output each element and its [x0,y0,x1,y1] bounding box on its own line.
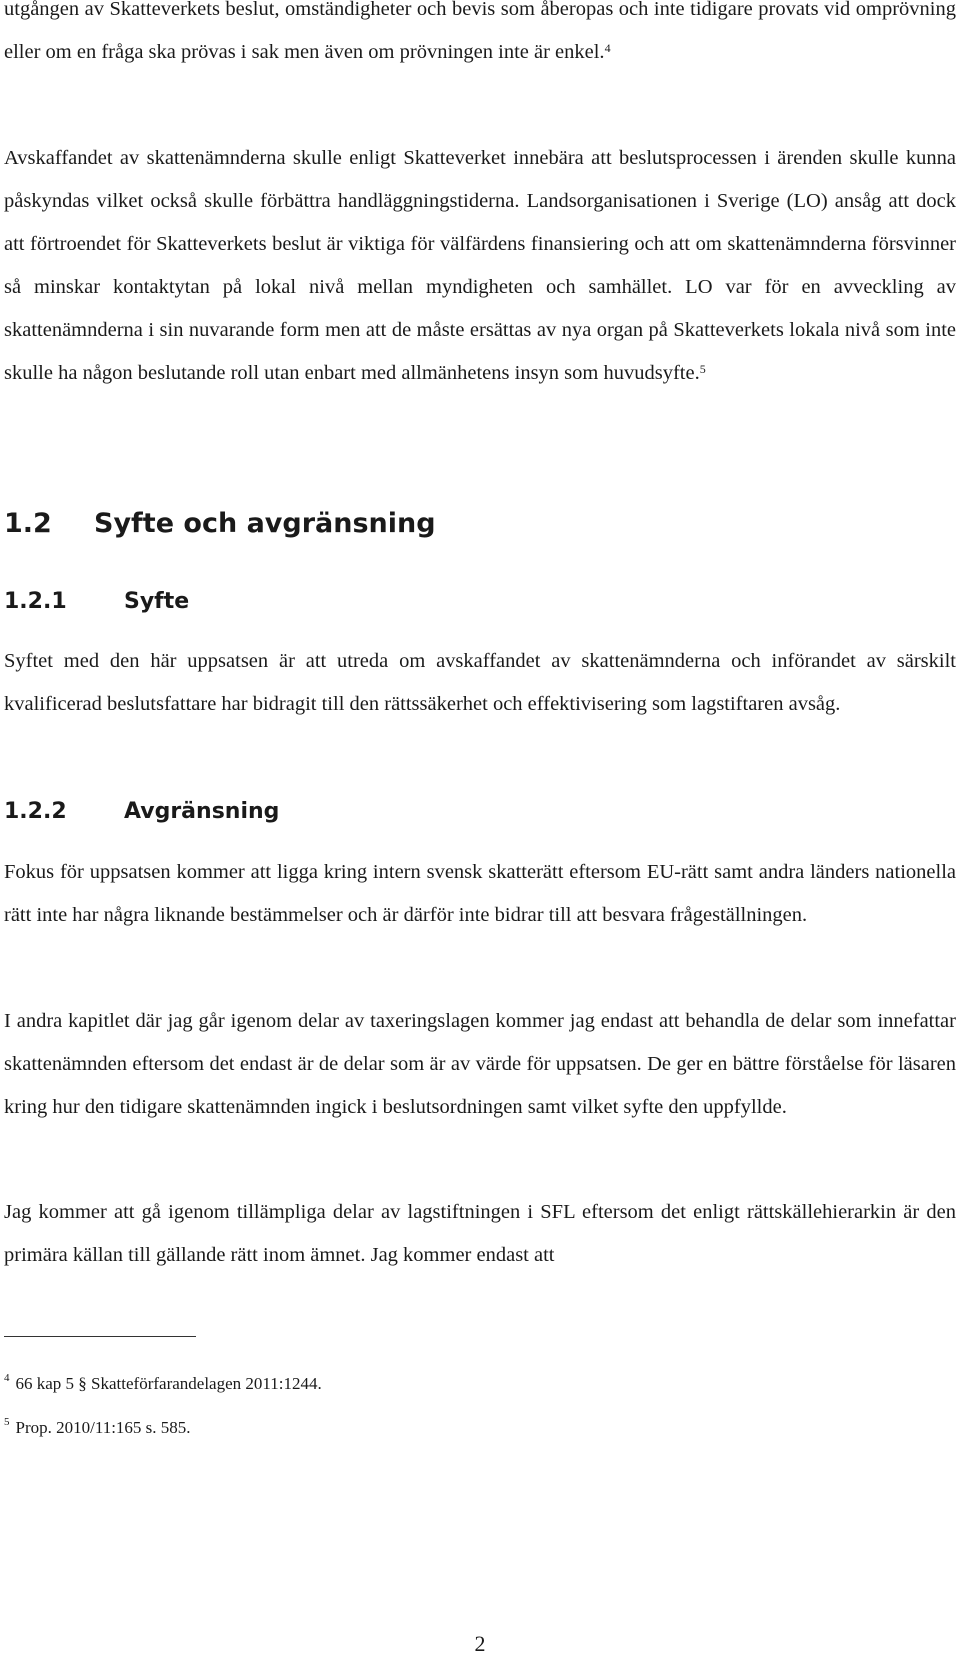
paragraph-6 [4,1191,956,1277]
section-heading-1-2 [4,508,436,539]
footnote-text: Prop. 2010/11:165 s. 585. [15,1418,191,1437]
section-number: 1.2 [4,508,52,539]
subsection-number: 1.2.2 [4,799,67,824]
paragraph-5-text: I andra kapitlet där jag går igenom delar av taxeringslagen kommer jag endast att behandla de delar som innefattar skattenämnden eftersom det endast är de delar som är av värde för uppsatsen. De ger en bättre förståelse för läsaren kring hur den tidigare skattenämnden ingick i beslutsordningen samt vilket syfte den uppfyllde. [4,1010,956,1118]
footnote-ref-4: 4 [604,41,611,55]
paragraph-2 [4,137,956,395]
footnote-text: 66 kap 5 § Skatteförfarandelagen 2011:1244. [15,1374,322,1393]
subsection-title: Avgränsning [124,799,280,824]
paragraph-2-text: Avskaffandet av skattenämnderna skulle enligt Skatteverket innebära att beslutsprocessen i ärenden skulle kunna påskyndas vilket också skulle förbättra handläggningstiderna. Landsorganisationen i Sverige (LO) ansåg att dock att förtroendet för Skatteverkets beslut är viktiga för välfärdens finansiering och att om skattenämnderna försvinner så minskar kontaktytan på lokal nivå mellan myndigheten och samhället. LO var för en avveckling av skattenämnderna i sin nuvarande form men att de måste ersättas av nya organ på Skatteverkets lokala nivå som inte skulle ha någon beslutande roll utan enbart med allmänhetens insyn som huvudsyfte. [4,147,956,384]
footnote-separator [4,1336,196,1337]
footnote-5 [4,1418,191,1438]
paragraph-4-text: Fokus för uppsatsen kommer att ligga kring intern svensk skatterätt eftersom EU-rätt samt andra länders nationella rätt inte har några liknande bestämmelser och är därför inte bidrar till att besvara frågeställningen. [4,861,956,926]
paragraph-5 [4,1000,956,1129]
subsection-heading-1-2-2 [4,799,279,824]
footnote-4 [4,1374,322,1394]
footnote-mark: 5 [4,1416,10,1428]
paragraph-1 [4,0,956,74]
footnote-mark: 4 [4,1372,10,1384]
page-number: 2 [474,1631,486,1656]
paragraph-6-text: Jag kommer att gå igenom tillämpliga delar av lagstiftningen i SFL eftersom det enligt rättskällehierarkin är den primära källan till gällande rätt inom ämnet. Jag kommer endast att [4,1201,956,1266]
subsection-title: Syfte [124,589,190,614]
paragraph-3-text: Syftet med den här uppsatsen är att utreda om avskaffandet av skattenämnderna och införandet av särskilt kvalificerad beslutsfattare har bidragit till den rättssäkerhet och effektivisering som lagstiftaren avsåg. [4,650,956,715]
subsection-heading-1-2-1 [4,589,189,614]
paragraph-1-text: utgången av Skatteverkets beslut, omständigheter och bevis som åberopas och inte tidigare provats vid omprövning eller om en fråga ska prövas i sak men även om prövningen inte är enkel. [4,0,956,63]
paragraph-4 [4,851,956,937]
footnote-ref-5: 5 [699,362,706,376]
section-title: Syfte och avgränsning [94,508,436,539]
subsection-number: 1.2.1 [4,589,67,614]
paragraph-3 [4,640,956,726]
